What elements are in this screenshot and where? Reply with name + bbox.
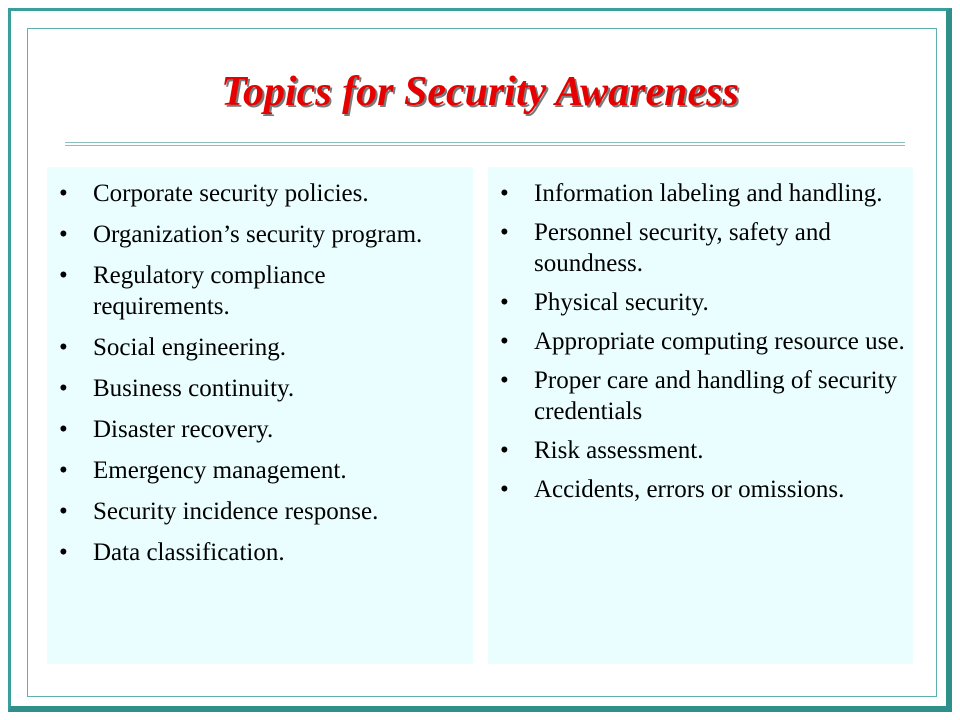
- topic-item: [57, 373, 465, 404]
- topic-text: Data classification.: [93, 539, 285, 566]
- bullet-icon: •: [59, 457, 68, 484]
- topic-text: Emergency management.: [93, 457, 347, 484]
- topic-text: Accidents, errors or omissions.: [534, 476, 845, 503]
- bullet-icon: •: [500, 328, 509, 355]
- bullet-icon: •: [500, 476, 509, 503]
- bullet-icon: •: [59, 498, 68, 525]
- topic-item: [57, 414, 465, 445]
- topic-item: [57, 219, 465, 250]
- topic-item: [57, 260, 465, 322]
- topic-item: [498, 287, 905, 318]
- bullet-icon: •: [500, 367, 509, 394]
- right-topic-panel: [488, 167, 913, 664]
- topic-text: Organization’s security program.: [93, 221, 423, 248]
- topic-text: Personnel security, safety and soundness.: [534, 219, 831, 277]
- bullet-icon: •: [59, 375, 68, 402]
- topic-item: [498, 474, 905, 505]
- bullet-icon: •: [59, 334, 68, 361]
- topic-item: [57, 178, 465, 209]
- bullet-icon: •: [500, 437, 509, 464]
- topic-text: Social engineering.: [93, 334, 286, 361]
- topic-item: [57, 455, 465, 486]
- topic-text: Appropriate computing resource use.: [534, 328, 905, 355]
- topic-text: Corporate security policies.: [93, 180, 369, 207]
- topic-item: [498, 217, 905, 279]
- topic-text: Security incidence response.: [93, 498, 379, 525]
- topic-text: Risk assessment.: [534, 437, 704, 464]
- bullet-icon: •: [59, 180, 68, 207]
- topic-item: [498, 435, 905, 466]
- topic-item: [498, 365, 905, 427]
- bullet-icon: •: [59, 221, 68, 248]
- topic-item: [57, 332, 465, 363]
- topic-text: Disaster recovery.: [93, 416, 274, 443]
- title-divider: [65, 142, 905, 146]
- bullet-icon: •: [500, 289, 509, 316]
- topic-item: [57, 496, 465, 527]
- topic-item: [498, 178, 905, 209]
- topic-text: Information labeling and handling.: [534, 180, 883, 207]
- right-topic-list: [498, 178, 905, 505]
- topic-text: Physical security.: [534, 289, 709, 316]
- topic-text: Regulatory compliance requirements.: [93, 262, 326, 320]
- bullet-icon: •: [59, 416, 68, 443]
- bullet-icon: •: [59, 539, 68, 566]
- topic-item: [498, 326, 905, 357]
- bullet-icon: •: [59, 262, 68, 289]
- left-topic-panel: [47, 167, 473, 664]
- topic-text: Proper care and handling of security credentials: [534, 367, 898, 425]
- bullet-icon: •: [500, 219, 509, 246]
- topic-item: [57, 537, 465, 568]
- topic-text: Business continuity.: [93, 375, 295, 402]
- slide-title: Topics for Security Awareness: [221, 69, 739, 115]
- left-topic-list: [57, 178, 465, 568]
- bullet-icon: •: [500, 180, 509, 207]
